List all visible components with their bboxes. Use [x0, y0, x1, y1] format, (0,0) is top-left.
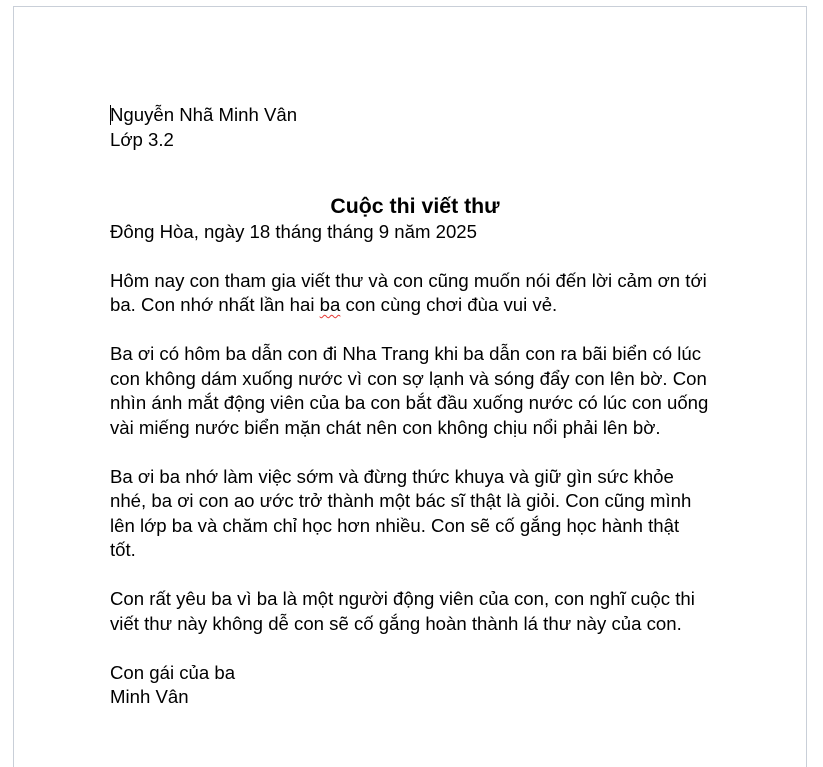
paragraph-line: tốt. [110, 539, 136, 560]
signature: Minh Vân [110, 686, 189, 707]
paragraph-line: Con rất yêu ba vì ba là một người động viên của con, con nghĩ cuộc thi [110, 588, 695, 609]
paragraph-line: viết thư này không dễ con sẽ cố gắng hoàn thành lá thư này của con. [110, 612, 682, 634]
blank-line [110, 177, 720, 193]
paragraph-1 [110, 269, 720, 318]
paragraph-3 [110, 465, 720, 563]
text-segment: con cùng chơi đùa vui vẻ. [340, 294, 558, 315]
author-name: Nguyễn Nhã Minh Vân [110, 104, 298, 125]
document-title: Cuộc thi viết thư [330, 193, 500, 218]
closing-line: Con gái của ba [110, 661, 236, 683]
paragraph-line: vài miếng nước biển mặn chát nên con không chịu nổi phải lên bờ. [110, 416, 661, 438]
paragraph-line: con không dám xuống nước vì con sợ lạnh và sóng đẩy con lên bờ. Con [110, 367, 707, 389]
paragraph-line: Hôm nay con tham gia viết thư và con cũng muốn nói đến lời cảm ơn tới [110, 269, 707, 291]
paragraph-line: nhé, ba ơi con ao ước trở thành một bác sĩ thật là giỏi. Con cũng mình [110, 490, 692, 511]
blank-line [110, 636, 720, 661]
class-name: Lớp 3.2 [110, 128, 174, 150]
blank-line [110, 440, 720, 465]
paragraph-line: nhìn ánh mắt động viên của ba con bắt đầu xuống nước có lúc con uống [110, 392, 709, 413]
document-page[interactable] [13, 6, 807, 767]
paragraph-line [110, 293, 720, 318]
paragraph-line: Ba ơi có hôm ba dẫn con đi Nha Trang khi ba dẫn con ra bãi biển có lúc [110, 343, 702, 364]
spellcheck-flagged-word[interactable]: ba [319, 294, 341, 315]
paragraph-line: Ba ơi ba nhớ làm việc sớm và đừng thức khuya và giữ gìn sức khỏe [110, 465, 674, 487]
author-line[interactable] [110, 103, 720, 128]
blank-line [110, 244, 720, 269]
document-body[interactable] [110, 103, 720, 710]
blank-line [110, 152, 720, 177]
paragraph-line: lên lớp ba và chăm chỉ học hơn nhiều. Con sẽ cố gắng học hành thật [110, 514, 680, 536]
blank-line [110, 318, 720, 343]
paragraph-4 [110, 587, 720, 636]
blank-line [110, 563, 720, 588]
text-segment: ba. Con nhớ nhất lần hai [110, 294, 320, 315]
place-date: Đông Hòa, ngày 18 tháng tháng 9 năm 2025 [110, 220, 477, 242]
paragraph-2 [110, 342, 720, 440]
